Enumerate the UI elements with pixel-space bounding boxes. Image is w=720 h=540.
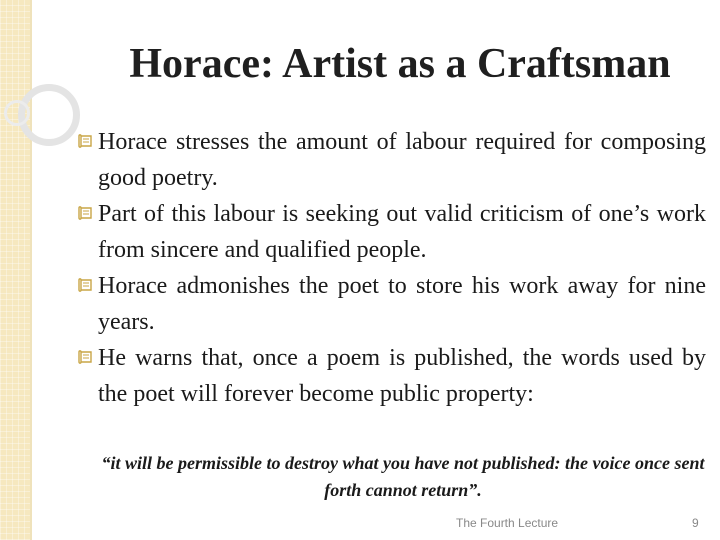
bullet-item [76,340,706,412]
quotation: “it will be permissible to destroy what you have not published: the voice once sent forth cannot return”. [101,453,705,500]
scroll-bullet-icon [76,348,94,366]
bullet-list [98,124,706,412]
scroll-bullet-icon [76,276,94,294]
decorative-side-band [0,0,30,540]
bullet-item [76,268,706,340]
bullet-text: He warns that, once a poem is published, the words used by the poet will forever become public property: [98,345,706,407]
slide-title: Horace: Artist as a Craftsman [129,41,671,87]
bullet-text: Horace stresses the amount of labour required for composing good poetry. [98,129,706,191]
bullet-text: Part of this labour is seeking out valid criticism of one’s work from sincere and qualified people. [98,201,706,263]
scroll-bullet-icon [76,204,94,222]
decorative-ring-small [4,100,30,126]
bullet-item [76,124,706,196]
footer-text: The Fourth Lecture [456,516,559,530]
page-number: 9 [692,516,699,530]
bullet-text: Horace admonishes the poet to store his work away for nine years. [98,273,706,335]
side-band-edge [30,0,32,540]
scroll-bullet-icon [76,132,94,150]
bullet-item [76,196,706,268]
